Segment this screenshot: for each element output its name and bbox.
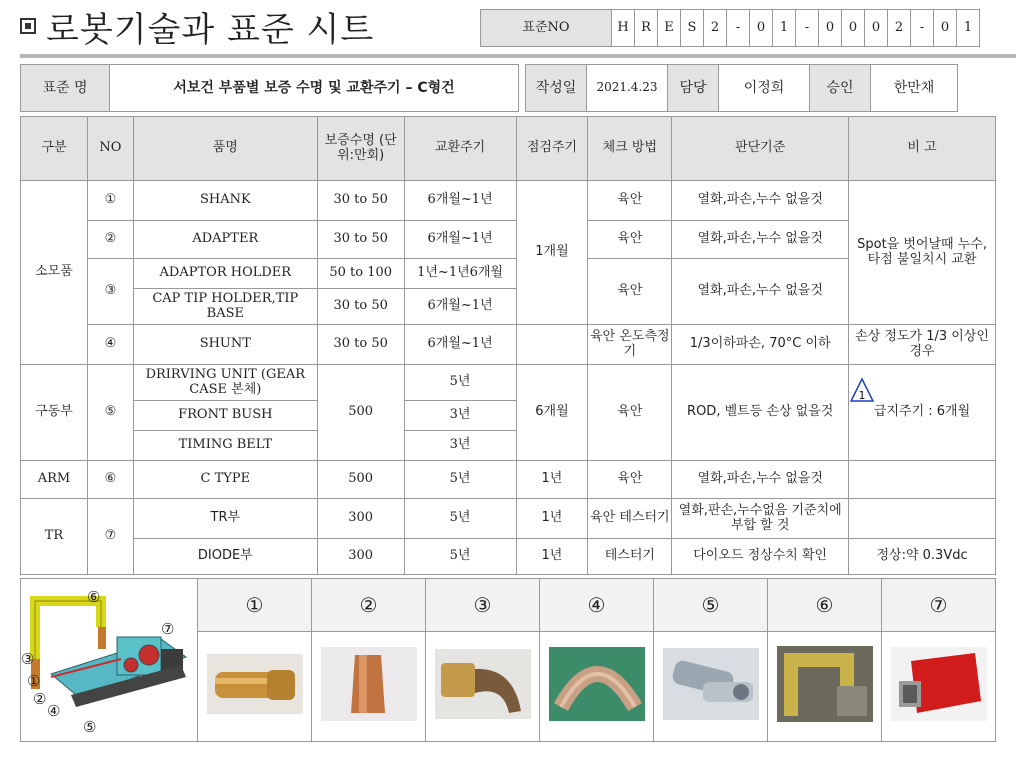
parts-table (20, 116, 996, 575)
method-cell: 육안 (588, 221, 672, 259)
table-row (21, 499, 996, 539)
note-cell: Spot을 벗어날때 누수, 타점 불일치시 교환 (849, 181, 996, 325)
inspect-cell: 1년 (516, 499, 588, 539)
table-header-row (21, 117, 996, 181)
approve-label: 승인 (810, 65, 871, 112)
photo-shunt-cell (540, 632, 654, 742)
inspect-cell-empty (516, 325, 588, 365)
callout-6: ⑥ (87, 588, 101, 606)
std-name-value: 서보건 부품별 보증 수명 및 교환주기 – C형건 (110, 65, 519, 112)
life-cell: 30 to 50 (317, 221, 404, 259)
category-cell: ARM (21, 461, 88, 499)
replace-cell: 6개월~1년 (404, 221, 516, 259)
header-category: 구분 (21, 117, 88, 181)
header-note: 비 고 (849, 117, 996, 181)
replace-cell: 3년 (404, 401, 516, 431)
parts-photo-table (20, 578, 996, 742)
life-cell: 500 (317, 461, 404, 499)
adaptor-holder-photo (435, 649, 531, 719)
table-row (21, 325, 996, 365)
item-cell: C TYPE (133, 461, 317, 499)
row-number: ⑥ (87, 461, 133, 499)
std-no-char: H (612, 10, 635, 47)
row-number: ⑤ (87, 365, 133, 461)
callout-2: ② (33, 690, 47, 708)
std-no-char: 0 (750, 10, 773, 47)
method-cell: 육안 온도측정기 (588, 325, 672, 365)
photo-drive-cell (654, 632, 768, 742)
replace-cell: 6개월~1년 (404, 181, 516, 221)
title-text: 로봇기술과 표준 시트 (46, 9, 375, 50)
replace-cell: 5년 (404, 365, 516, 401)
approve-value: 한만채 (871, 65, 958, 112)
header-criteria: 판단기준 (672, 117, 849, 181)
replace-cell: 6개월~1년 (404, 325, 516, 365)
item-cell: DIODE부 (133, 539, 317, 575)
row-number: ④ (87, 325, 133, 365)
callout-1: ① (27, 672, 41, 690)
photo-shank-cell (198, 632, 312, 742)
standard-info-table (20, 64, 958, 112)
header-replace: 교환주기 (404, 117, 516, 181)
item-cell: FRONT BUSH (133, 401, 317, 431)
sheet-title (20, 2, 374, 50)
title-divider (20, 54, 1016, 58)
method-cell: 육안 (588, 259, 672, 325)
inspect-cell: 1년 (516, 539, 588, 575)
std-name-label: 표준 명 (21, 65, 110, 112)
row-number: ① (87, 181, 133, 221)
std-no-label: 표준NO (481, 10, 612, 47)
photo-label: ⑥ (768, 579, 882, 632)
note-cell-empty (849, 461, 996, 499)
standard-number-table (480, 9, 980, 47)
life-cell: 30 to 50 (317, 325, 404, 365)
std-no-char: 1 (773, 10, 796, 47)
owner-value: 이정희 (719, 65, 810, 112)
replace-cell: 3년 (404, 431, 516, 461)
callout-5: ⑤ (83, 718, 97, 736)
note-cell: 정상:약 0.3Vdc (849, 539, 996, 575)
photo-label: ④ (540, 579, 654, 632)
date-label: 작성일 (526, 65, 587, 112)
photo-adapter-cell (312, 632, 426, 742)
life-cell: 500 (317, 365, 404, 461)
item-cell: TR부 (133, 499, 317, 539)
method-cell: 테스터기 (588, 539, 672, 575)
callout-4: ④ (47, 702, 61, 720)
inspect-cell: 6개월 (516, 365, 588, 461)
life-cell: 300 (317, 539, 404, 575)
callout-3: ③ (21, 650, 35, 668)
std-no-char: R (635, 10, 658, 47)
photo-tr-cell (882, 632, 996, 742)
table-row (21, 461, 996, 499)
replace-cell: 5년 (404, 539, 516, 575)
std-no-char: 2 (888, 10, 911, 47)
revision-triangle-icon (850, 378, 874, 402)
header-inspect: 점검주기 (516, 117, 588, 181)
criteria-cell: 열화,파손,누수 없을것 (672, 181, 849, 221)
life-cell: 30 to 50 (317, 181, 404, 221)
square-bullet-icon (20, 18, 36, 34)
std-no-char: 1 (957, 10, 980, 47)
criteria-cell: 열화,파손,누수 없을것 (672, 259, 849, 325)
std-no-char: - (911, 10, 934, 47)
table-row (21, 539, 996, 575)
std-no-char: 0 (819, 10, 842, 47)
std-no-char: - (727, 10, 750, 47)
c-arm-shape (35, 601, 101, 659)
method-cell: 육안 (588, 365, 672, 461)
criteria-cell: 다이오드 정상수치 확인 (672, 539, 849, 575)
photo-holder-cell (426, 632, 540, 742)
photo-arm-cell (768, 632, 882, 742)
photo-label: ③ (426, 579, 540, 632)
table-row (21, 181, 996, 221)
item-cell: DRIRVING UNIT (GEAR CASE 본체) (133, 365, 317, 401)
row-number: ⑦ (87, 499, 133, 575)
method-cell: 육안 테스터기 (588, 499, 672, 539)
std-no-char: E (658, 10, 681, 47)
note-cell: 급지주기 : 6개월 (849, 365, 996, 461)
replace-cell: 6개월~1년 (404, 289, 516, 325)
photo-label: ② (312, 579, 426, 632)
criteria-cell: 열화,파손,누수 없을것 (672, 461, 849, 499)
shank-photo (207, 654, 303, 714)
std-no-char: - (796, 10, 819, 47)
transformer-photo (891, 647, 987, 721)
item-cell: CAP TIP HOLDER,TIP BASE (133, 289, 317, 325)
header-life: 보증수명 (단위:만회) (317, 117, 404, 181)
life-cell: 300 (317, 499, 404, 539)
photo-label: ① (198, 579, 312, 632)
std-no-char: 2 (704, 10, 727, 47)
criteria-cell: 열화,파손,누수 없을것 (672, 221, 849, 259)
inspect-cell: 1년 (516, 461, 588, 499)
life-cell: 30 to 50 (317, 289, 404, 325)
item-cell: ADAPTOR HOLDER (133, 259, 317, 289)
item-cell: ADAPTER (133, 221, 317, 259)
std-no-char: 0 (842, 10, 865, 47)
drive-unit-photo (663, 648, 759, 720)
header-method: 체크 방법 (588, 117, 672, 181)
item-cell: SHUNT (133, 325, 317, 365)
life-cell: 50 to 100 (317, 259, 404, 289)
replace-cell: 1년~1년6개월 (404, 259, 516, 289)
std-no-char: S (681, 10, 704, 47)
owner-label: 담당 (668, 65, 719, 112)
note-cell-empty (849, 499, 996, 539)
photo-label: ⑦ (882, 579, 996, 632)
item-cell: SHANK (133, 181, 317, 221)
criteria-cell: 열화,판손,누수없음 기준치에 부합 할 것 (672, 499, 849, 539)
adapter-photo (321, 647, 417, 721)
photo-label: ⑤ (654, 579, 768, 632)
shunt-photo (549, 647, 645, 721)
method-cell: 육안 (588, 461, 672, 499)
header-no: NO (87, 117, 133, 181)
note-cell: 손상 정도가 1/3 이상인 경우 (849, 325, 996, 365)
method-cell: 육안 (588, 181, 672, 221)
replace-cell: 5년 (404, 499, 516, 539)
category-cell: 구동부 (21, 365, 88, 461)
callout-7: ⑦ (161, 620, 175, 638)
revision-number: 1 (858, 389, 866, 402)
category-cell: TR (21, 499, 88, 575)
row-number: ② (87, 221, 133, 259)
replace-cell: 5년 (404, 461, 516, 499)
c-arm-photo (777, 646, 873, 722)
robot-diagram-cell (21, 579, 198, 742)
header-item: 품명 (133, 117, 317, 181)
std-no-char: 0 (934, 10, 957, 47)
criteria-cell: 1/3이하파손, 70°C 이하 (672, 325, 849, 365)
criteria-cell: ROD, 벨트등 손상 없을것 (672, 365, 849, 461)
inspect-cell: 1개월 (516, 181, 588, 325)
item-cell: TIMING BELT (133, 431, 317, 461)
row-number: ③ (87, 259, 133, 325)
category-cell: 소모품 (21, 181, 88, 365)
date-value: 2021.4.23 (587, 65, 668, 112)
std-no-char: 0 (865, 10, 888, 47)
